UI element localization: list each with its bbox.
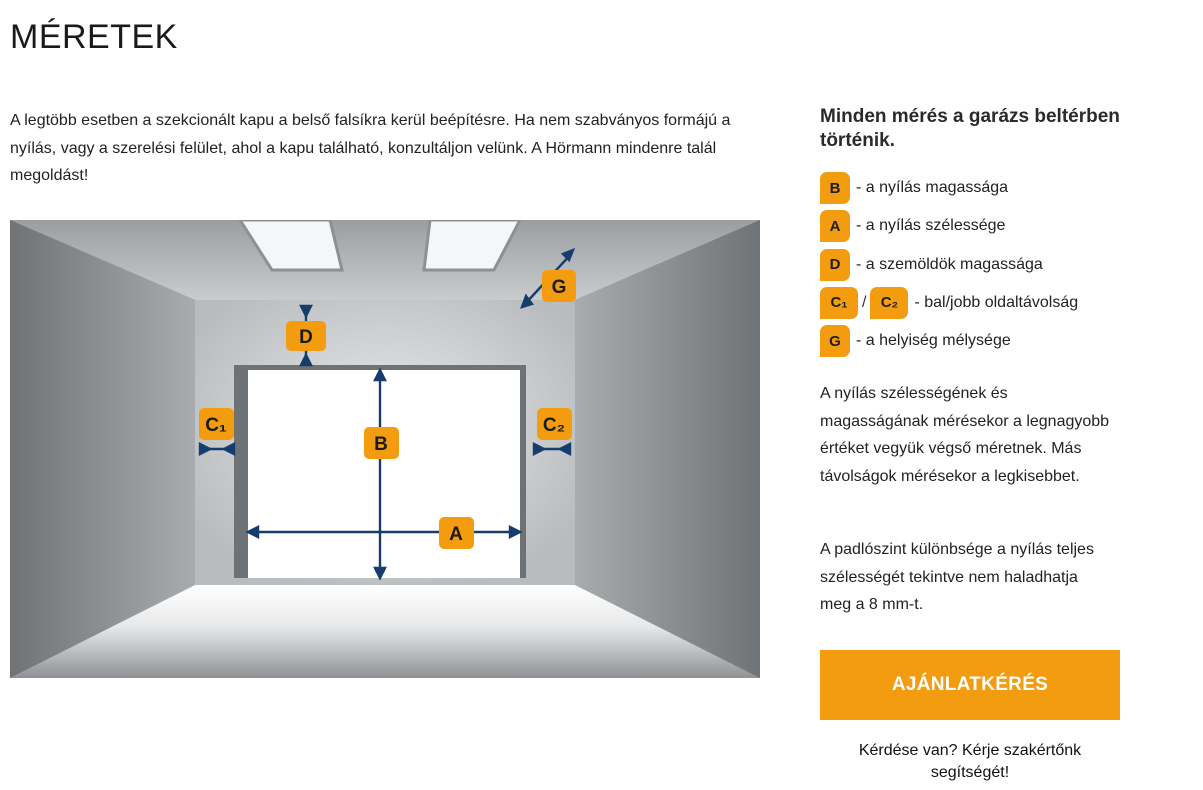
legend-text: - bal/jobb oldaltávolság [914,293,1079,311]
measurement-sidebar [820,105,1120,613]
measurement-note: A nyílás szélességének és magasságának mérésekor a legnagyobb értéket vegyük végső méretnek. Más távolságok mérésekor a legkisebbet. [820,385,1110,485]
badge-B-label: B [374,434,388,455]
badge-C1 [199,408,234,440]
legend-item [820,173,1120,203]
quote-request-button[interactable]: AJÁNLATKÉRÉS [820,650,1120,720]
legend-text: - a nyílás magassága [856,179,1009,196]
legend-item [820,326,1120,356]
legend-badge: G [820,325,850,357]
badge-G-label: G [551,277,567,298]
legend-badge: C₂ [870,287,908,319]
badge-G [542,270,576,302]
legend-text: - a szemöldök magassága [856,255,1043,273]
garage-measurement-diagram [10,220,760,678]
legend-item [820,288,1120,318]
legend-text: - a nyílás szélessége [856,217,1006,235]
measurement-legend [820,173,1120,356]
expert-help-text: Kérdése van? Kérje szakértőnk segítségét! [858,742,1082,781]
floor-level-note: A padlószint különbsége a nyílás teljes szélességét tekintve nem haladhatja meg a 8 mm-t. [820,541,1094,613]
page-title: MÉRETEK [10,18,178,56]
legend-item [820,211,1120,241]
badge-D [286,321,326,351]
legend-item [820,250,1120,280]
legend-badge: B [820,172,850,204]
legend-badge: C₁ [820,287,858,319]
badge-A [439,517,474,549]
badge-C2-label: C₂ [542,415,566,436]
badge-A-label: A [449,524,463,545]
legend-separator: / [862,293,867,311]
badge-C1-label: C₁ [205,415,227,436]
badge-C2 [537,408,572,440]
legend-badge: D [820,249,850,281]
badge-B [364,427,399,459]
sidebar-heading: Minden mérés a garázs beltérben történik. [820,106,1120,151]
legend-text: - a helyiség mélysége [856,332,1011,350]
badge-D-label: D [299,327,313,348]
legend-badge: A [820,210,850,242]
intro-paragraph: A legtöbb esetben a szekcionált kapu a belső falsíkra kerül beépítésre. Ha nem szabványos formájú a nyílás, vagy a szerelési felület, ahol a kapu található, konzultáljon velünk. A Hörmann mindenre talál megoldást! [10,112,731,184]
